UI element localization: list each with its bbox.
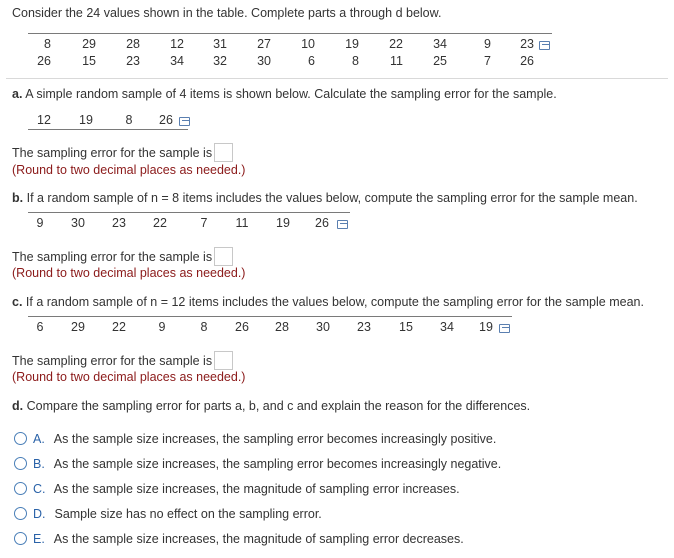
sample-cell: 34 <box>440 320 454 334</box>
part-b-prompt-text: If a random sample of n = 8 items includes the values below, compute the sampling error for the sample mean. <box>26 191 638 205</box>
part-b-sample-row <box>0 214 674 232</box>
radio-button[interactable] <box>14 507 27 520</box>
part-d-prompt-text: Compare the sampling error for parts a, b, and c and explain the reason for the differences. <box>26 399 531 413</box>
table-cell: 9 <box>484 37 491 51</box>
option-letter: C. <box>33 482 46 496</box>
table-cell: 28 <box>126 37 140 51</box>
problem-intro: Consider the 24 values shown in the table. Complete parts a through d below. <box>12 6 442 20</box>
part-c-answer <box>12 351 233 370</box>
table-cell: 23 <box>520 37 534 51</box>
option-text: As the sample size increases, the magnitude of sampling error increases. <box>53 482 460 496</box>
sample-rule <box>28 316 512 317</box>
answer-label: The sampling error for the sample is <box>12 146 213 160</box>
sample-cell: 6 <box>36 320 44 334</box>
copy-sample-icon[interactable] <box>179 117 190 126</box>
sample-cell: 26 <box>235 320 249 334</box>
option-letter: A. <box>33 432 45 446</box>
part-a-answer-input[interactable] <box>214 143 233 162</box>
radio-button[interactable] <box>14 457 27 470</box>
table-cell: 26 <box>520 54 534 68</box>
table-cell: 22 <box>389 37 403 51</box>
radio-button[interactable] <box>14 432 27 445</box>
answer-label: The sampling error for the sample is <box>12 354 213 368</box>
table-top-rule <box>28 33 552 34</box>
part-a-answer <box>12 143 233 162</box>
table-cell: 26 <box>37 54 51 68</box>
sample-cell: 30 <box>316 320 330 334</box>
table-cell: 11 <box>390 54 403 68</box>
sample-cell: 9 <box>36 216 44 230</box>
option-text: As the sample size increases, the sampling error becomes increasingly negative. <box>53 457 502 471</box>
part-b-hint: (Round to two decimal places as needed.) <box>12 266 246 280</box>
option-letter: D. <box>33 507 46 521</box>
option-text: As the sample size increases, the sampling error becomes increasingly positive. <box>53 432 497 446</box>
sample-cell: 19 <box>276 216 290 230</box>
sample-cell: 11 <box>235 216 249 230</box>
section-divider <box>6 78 668 79</box>
table-cell: 15 <box>82 54 96 68</box>
sample-rule <box>28 129 188 130</box>
part-c-sample-row <box>0 318 674 336</box>
sample-cell: 15 <box>399 320 413 334</box>
part-a-prompt <box>12 87 557 101</box>
table-cell: 19 <box>345 37 359 51</box>
sample-cell: 23 <box>357 320 371 334</box>
part-a-label: a. <box>12 87 23 101</box>
sample-cell: 26 <box>315 216 329 230</box>
table-cell: 32 <box>213 54 227 68</box>
part-a-prompt-text: A simple random sample of 4 items is shown below. Calculate the sampling error for the sample. <box>25 87 557 101</box>
table-cell: 12 <box>170 37 184 51</box>
part-a-sample-row <box>0 111 674 129</box>
table-cell: 7 <box>484 54 491 68</box>
part-b-answer-input[interactable] <box>214 247 233 266</box>
sample-cell: 8 <box>200 320 208 334</box>
sample-cell: 22 <box>112 320 126 334</box>
table-cell: 10 <box>301 37 315 51</box>
table-cell: 23 <box>126 54 140 68</box>
part-a-hint: (Round to two decimal places as needed.) <box>12 163 246 177</box>
option-letter: B. <box>33 457 45 471</box>
copy-sample-icon[interactable] <box>337 220 348 229</box>
radio-button[interactable] <box>14 482 27 495</box>
table-cell: 8 <box>44 37 51 51</box>
option-text: Sample size has no effect on the sampling error. <box>54 507 322 521</box>
sample-cell: 19 <box>79 113 93 127</box>
option-letter: E. <box>33 532 45 546</box>
option-d[interactable] <box>14 505 322 523</box>
part-b-answer <box>12 247 233 266</box>
option-a[interactable] <box>14 430 496 448</box>
answer-label: The sampling error for the sample is <box>12 250 213 264</box>
part-c-prompt <box>12 295 644 309</box>
sample-cell: 12 <box>37 113 51 127</box>
table-cell: 6 <box>308 54 315 68</box>
sample-cell: 29 <box>71 320 85 334</box>
option-b[interactable] <box>14 455 501 473</box>
part-b-label: b. <box>12 191 24 205</box>
sample-cell: 26 <box>159 113 173 127</box>
data-table-row-1 <box>0 35 674 53</box>
part-d-label: d. <box>12 399 24 413</box>
sample-cell: 7 <box>200 216 208 230</box>
option-e[interactable] <box>14 530 464 548</box>
copy-table-icon[interactable] <box>539 41 550 50</box>
radio-button[interactable] <box>14 532 27 545</box>
table-cell: 8 <box>352 54 359 68</box>
part-c-prompt-text: If a random sample of n = 12 items includes the values below, compute the sampling error for the sample mean. <box>25 295 644 309</box>
option-text: As the sample size increases, the magnitude of sampling error decreases. <box>53 532 464 546</box>
table-cell: 25 <box>433 54 447 68</box>
copy-sample-icon[interactable] <box>499 324 510 333</box>
table-cell: 30 <box>257 54 271 68</box>
data-table-row-2 <box>0 52 674 70</box>
part-d-prompt <box>12 399 530 413</box>
table-cell: 27 <box>257 37 271 51</box>
table-cell: 31 <box>213 37 227 51</box>
sample-cell: 23 <box>112 216 126 230</box>
sample-cell: 19 <box>479 320 493 334</box>
part-b-prompt <box>12 191 638 205</box>
sample-cell: 22 <box>153 216 167 230</box>
sample-cell: 28 <box>275 320 289 334</box>
sample-cell: 9 <box>158 320 166 334</box>
table-cell: 29 <box>82 37 96 51</box>
part-c-answer-input[interactable] <box>214 351 233 370</box>
sample-cell: 30 <box>71 216 85 230</box>
table-cell: 34 <box>433 37 447 51</box>
part-c-hint: (Round to two decimal places as needed.) <box>12 370 246 384</box>
part-c-label: c. <box>12 295 23 309</box>
sample-cell: 8 <box>125 113 133 127</box>
sample-rule <box>28 212 350 213</box>
option-c[interactable] <box>14 480 460 498</box>
table-cell: 34 <box>170 54 184 68</box>
